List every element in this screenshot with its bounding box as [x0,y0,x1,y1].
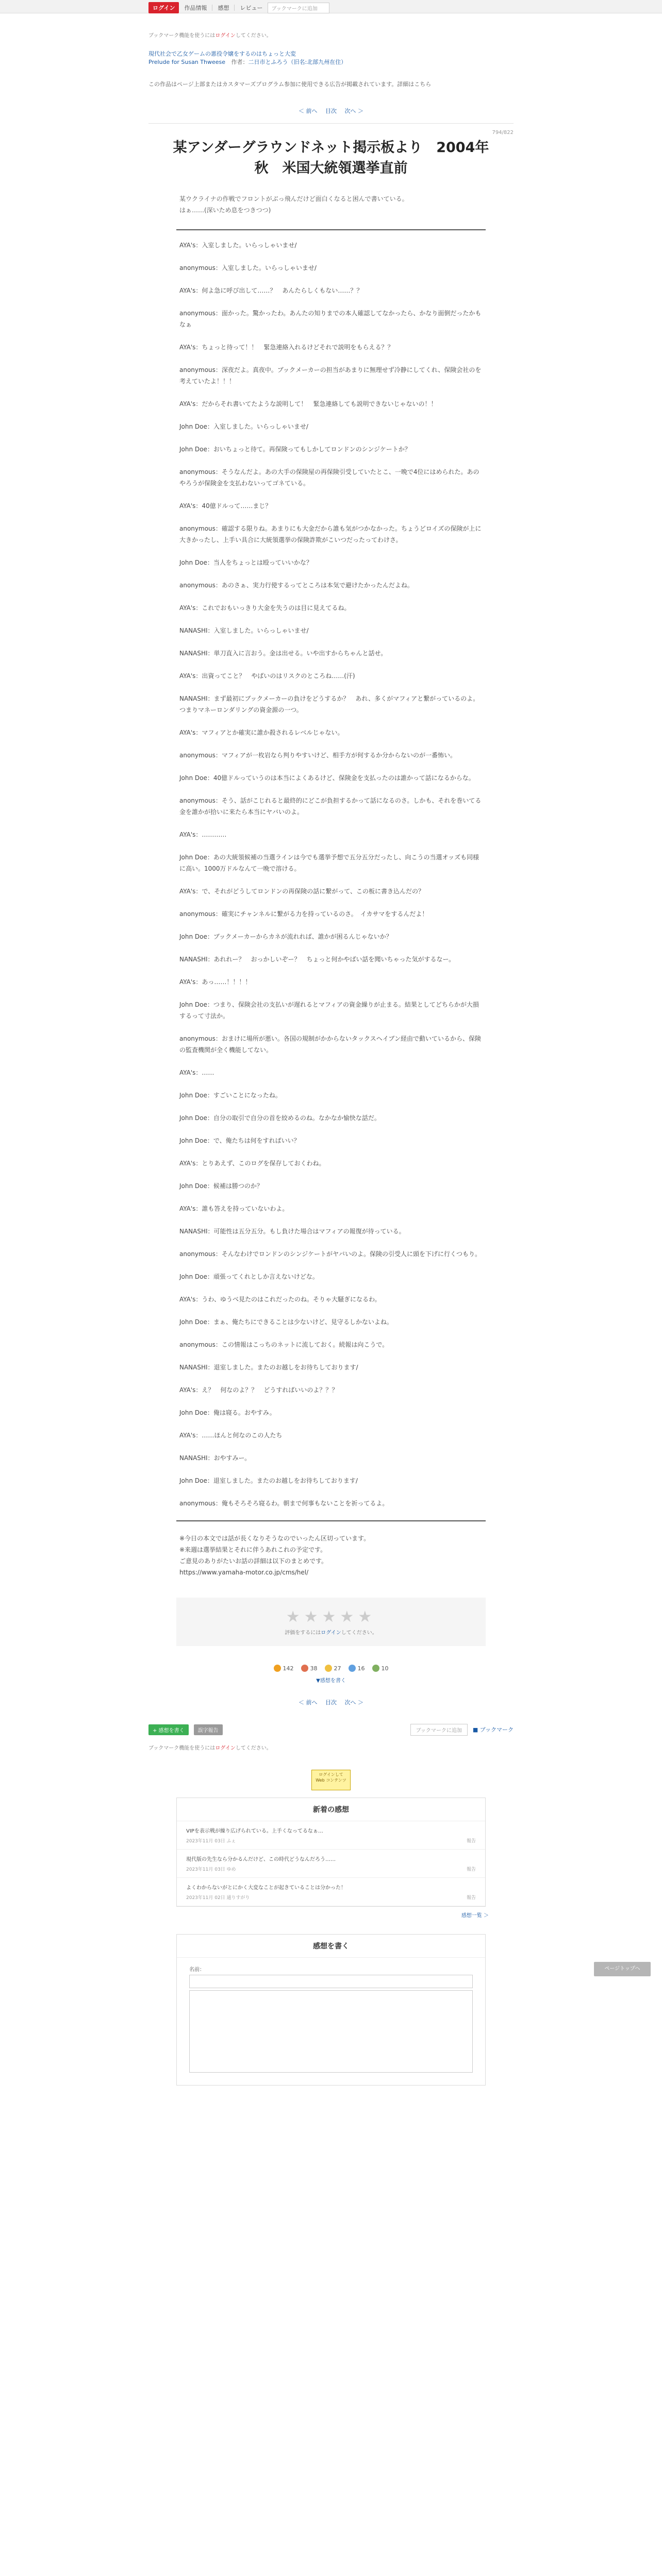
section-divider [148,123,514,124]
toc-link[interactable]: 目次 [325,108,337,114]
write-comment-button[interactable]: + 感想を書く [148,1724,189,1735]
episode-preface: 某ウクライナの作戦でフロントがぶっ飛んだけど面白くなると困んで書いている。 はぁ……(深いため息をつきつつ) [179,195,408,214]
prev-link[interactable]: ＜ 前へ [299,108,318,114]
body-paragraph: AYA's：これでおもいっきり大金を失うのは目に見えてるね。 [179,604,351,612]
action-row [148,1724,514,1735]
episode-afterword [148,1533,514,1578]
reaction-clap[interactable]: 38 [301,1665,318,1672]
reaction-write-link[interactable]: ▼感想を書く [316,1678,346,1684]
body-paragraph: John Doe：すごいことになったね。 [179,1092,282,1099]
nav-divider [234,5,235,11]
body-paragraph: John Doe：自分の取引で自分の首を絞めるのね。なかなか愉快な話だ。 [179,1114,380,1122]
nav-link-comments[interactable]: 感想 [218,5,229,11]
body-paragraph: John Doe：入室しました。いらっしゃいませ/ [179,423,308,430]
body-paragraph: John Doe：あの大統領候補の当選ラインは今でも選挙予想で五分五分だったし、向こうの当選オッズも同様に高い。1000万ドルなんて一晩で溶ける。 [179,854,479,872]
report-link[interactable]: 報告 [466,1839,476,1844]
body-paragraph: NANASHI：単刀直入に言おう。金は出せる。いや出すからちゃんと話せ。 [179,650,387,657]
main-content [148,13,514,2086]
bookmark-login-note-bottom: ブックマーク機能を使うにはログインしてください。 [148,1745,272,1751]
body-paragraph: AYA's：何よ急に呼び出して……？ あんたらしくもない……？？ [179,287,363,294]
afterword-line: ご意見のありがたいお話の詳細は以下のまとめです。 [179,1557,328,1565]
body-paragraph: anonymous：深夜だよ。真夜中。ブックメーカーの担当があまりに無理せず冷静にしてくれ、保険会社のを考えていたよ！！！ [179,366,482,385]
bookmark-link[interactable]: ■ ブックマーク [472,1726,514,1733]
reaction-like[interactable]: 142 [274,1665,294,1672]
body-paragraph: AYA's：え？ 何なのよ？？ どうすればいいのよ？？？ [179,1386,338,1394]
promo-banner[interactable]: ログインして Web コンテンツ [311,1770,351,1790]
review-text: よくわからないがとにかく大変なことが起きていることは分かった！ [186,1885,346,1891]
review-user[interactable]: 通りすがり [226,1895,250,1901]
nav-link-reviews[interactable]: レビュー [240,5,263,11]
rating-note: 評価をするにはログインしてください。 [285,1630,377,1636]
typo-report-button[interactable]: 誤字報告 [194,1724,223,1735]
reactions-row [148,1665,514,1672]
prev-link[interactable]: ＜ 前へ [299,1699,318,1706]
series-title-link[interactable]: 現代社会で乙女ゲームの悪役令嬢をするのはちょっと大変 [148,50,296,57]
body-paragraph: anonymous：確実にチャンネルに繋がる力を持っているのさ。 イカサマをするんだよ！ [179,910,428,918]
top-navbar [0,0,662,13]
body-paragraph: AYA's：出資ってこと？ やばいのはリスクのところね……(汗) [179,672,355,680]
body-paragraph: NANASHI：退室しました。またのお越しをお待ちしております/ [179,1364,358,1371]
reaction-laugh[interactable]: 27 [325,1665,341,1672]
toc-link[interactable]: 目次 [325,1699,337,1706]
body-paragraph: AYA's：入室しました。いらっしゃいませ/ [179,242,297,249]
body-paragraph: AYA's：40億ドルって……まじ？ [179,502,272,510]
add-bookmark-box[interactable]: ブックマークに追加 [268,3,329,13]
like-icon [274,1665,281,1672]
episode-number: 794/822 [492,130,514,135]
body-paragraph: John Doe：つまり、保険会社の支払いが遅れるとマフィアの資金繰りが止まる。結果としてどちらかが大損するって寸法か。 [179,1001,479,1020]
body-paragraph: AYA's：マフィアとか確実に誰か殺されるレベルじゃない。 [179,729,344,736]
afterword-line: ※来週は選挙結果とそれに伴うあれこれの予定です。 [179,1546,327,1553]
bookmark-login-link-bottom[interactable]: ログイン [215,1745,236,1751]
review-text: 現代版の先生なら分かるんだけど、この時代どうなんだろう…… [186,1857,336,1862]
preface-divider [176,229,486,230]
reviews-box [176,1798,486,1907]
write-review-title: 感想を書く [177,1935,485,1958]
nav-link-info[interactable]: 作品情報 [184,5,207,11]
rating-stars[interactable]: ★★★★★ [286,1608,376,1626]
review-user[interactable]: ふぇ [226,1839,236,1844]
add-bookmark-button[interactable]: ブックマークに追加 [410,1724,468,1736]
author-label: 作者： [231,59,249,65]
body-paragraph: AYA's：……ほんと何なのこの人たち [179,1432,283,1439]
body-paragraph: AYA's：誰も答えを持っていないわよ。 [179,1205,289,1212]
body-paragraph: John Doe：で、俺たちは何をすればいい？ [179,1137,300,1144]
afterword-url[interactable]: https://www.yamaha-motor.co.jp/cms/hel/ [179,1569,309,1576]
body-paragraph: AYA's：…… [179,1069,214,1076]
author-link[interactable]: 二日市とふろう（旧名:北部九州在住） [248,59,347,65]
rating-login-link[interactable]: ログイン [321,1630,341,1636]
bookmark-login-link[interactable]: ログイン [215,33,236,39]
banner [148,1770,514,1790]
bookmark-login-note: ブックマーク機能を使うにはログインしてください。 [148,33,272,39]
episode-body [148,240,514,1509]
body-paragraph: John Doe：40億ドルっていうのは本当によくあるけど、保険金を支払ったのは誰かって話になるからな。 [179,774,475,782]
write-review-box [176,1934,486,2086]
wow-icon [349,1665,356,1672]
comment-textarea[interactable] [189,1990,473,2073]
review-user[interactable]: ゆめ [226,1867,236,1872]
review-item: 現代版の先生なら分かるんだけど、この時代どうなんだろう…… 2023年11月 03日 ゆめ 報告 [177,1850,485,1878]
body-paragraph: NANASHI：可能性は五分五分。もし負けた場合はマフィアの報復が待っている。 [179,1228,405,1235]
review-text: VIPを表示戦が繰り広げられている。上手くなってるなぁ… [186,1828,323,1834]
body-paragraph: AYA's：………… [179,831,227,838]
reaction-sad[interactable]: 10 [372,1665,389,1672]
body-paragraph: AYA's：で、それがどうしてロンドンの再保険の話に繋がって、この板に書き込んだの？ [179,888,424,895]
sad-icon [372,1665,379,1672]
body-paragraph: NANASHI：まず最初にブックメーカーの負けをどうするか？ あれ、多くがマフィアと繋がっているのよ。つまりマネーロンダリングの資金源の一つ。 [179,695,479,714]
body-paragraph: anonymous：あのさぁ、実力行使するってところは本気で避けたかったんだよね。 [179,582,413,589]
body-paragraph: NANASHI：入室しました。いらっしゃいませ/ [179,627,309,634]
report-link[interactable]: 報告 [466,1895,476,1901]
login-button[interactable]: ログイン [148,2,179,13]
body-paragraph: NANASHI：おやすみー。 [179,1454,251,1462]
reaction-wow[interactable]: 16 [349,1665,365,1672]
next-link[interactable]: 次へ ＞ [344,108,363,114]
body-paragraph: anonymous：そう、話がこじれると最終的にどこが負担するかって話になるのさ。しかも、それを巻いてる金を誰かが拾いに来たら本当にヤバいのよ。 [179,797,482,816]
name-label: 名前： [189,1967,205,1973]
next-link[interactable]: 次へ ＞ [344,1699,363,1706]
body-paragraph: John Doe：退室しました。またのお越しをお待ちしております/ [179,1477,358,1484]
body-paragraph: anonymous：この情報はこっちのネットに流しておく。続報は向こうで。 [179,1341,389,1348]
body-paragraph: John Doe：ブックメーカーからカネが流れれば、誰かが困るんじゃないか？ [179,933,392,940]
body-paragraph: anonymous：そんなわけでロンドンのシンジケートがヤバいのよ。保険の引受人に頭を下げに行くつもり。 [179,1250,482,1258]
body-paragraph: AYA's：だからそれ書いてたような説明して！ 緊急連絡しても説明できないじゃないの！！ [179,400,437,408]
reviews-title: 新着の感想 [177,1798,485,1821]
bottom-pager [148,1698,514,1706]
name-input[interactable] [189,1975,473,1988]
body-paragraph: NANASHI：あれれー？ おっかしいぞー？ ちょっと何かやばい話を聞いちゃった気がするなー。 [179,956,455,963]
afterword-line: ※今日の本文では話が長くなりそうなのでいったん区切っています。 [179,1535,370,1542]
body-paragraph: AYA's：あっ……！！！！ [179,978,252,986]
laugh-icon [325,1665,332,1672]
body-paragraph: AYA's：ちょっと待って！！ 緊急連絡入れるけどそれで説明をもらえる？？ [179,344,394,351]
report-link[interactable]: 報告 [466,1867,476,1872]
page-top-button[interactable]: ページトップへ [594,1962,651,1976]
ad-info-line: この作品はページ上部またはカスタマーズプログラム参加に使用できる広告が掲載されています。詳細はこちら [148,81,432,88]
body-paragraph: anonymous：俺もそろそろ寝るわ。朝まで何事もないことを祈ってるよ。 [179,1500,389,1507]
reviews-more-link[interactable]: 感想一覧 ＞ [461,1913,489,1919]
top-pager [148,107,514,115]
body-paragraph: anonymous：そうなんだよ。あの大手の保険屋の再保険引受していたとこ、一晩で4位にはめられた。あのやろうが保険金を支払わないってゴネている。 [179,468,479,487]
body-paragraph: AYA's：とりあえず、このログを保存しておくわね。 [179,1160,325,1167]
body-paragraph: anonymous：おまけに場所が悪い。各国の規制がかからないタックスヘイブン経由で動いているから、保険の監査機関が全く機能してない。 [179,1035,481,1054]
body-paragraph: John Doe：当人をちょっとは殴っていいかな？ [179,559,312,566]
body-paragraph: anonymous：面かった。驚かったわ。あんたの知りまでの本人確認してなかったら、かなり面倒だったかもなぁ [179,310,482,328]
body-paragraph: John Doe：まぁ、俺たちにできることは少ないけど、見守るしかないよね。 [179,1318,393,1326]
series-subtitle[interactable]: Prelude for Susan Thweese [148,59,225,65]
body-paragraph: John Doe：候補は勝つのか？ [179,1182,263,1190]
body-paragraph: John Doe：俺は寝る。おやすみ。 [179,1409,276,1416]
rating-box [176,1598,486,1646]
episode-title: 某アンダーグラウンドネット掲示板より 2004年秋 米国大統領選挙直前 [173,140,489,176]
clap-icon [301,1665,308,1672]
body-paragraph: John Doe：頑張ってくれとしか言えないけどな。 [179,1273,319,1280]
body-paragraph: John Doe：おいちょっと待て。再保険ってもしかしてロンドンのシンジケートか？ [179,446,411,453]
body-paragraph: anonymous：マフィアが一枚岩なら判りやすいけど、相手方が何するか分からないのが一番怖い。 [179,752,456,759]
series-header [148,50,514,66]
body-paragraph: anonymous：確認する限りね。あまりにも大金だから誰も気がつかなかった。ちょうどロイズの保険が上に大きかったし、上手い具合に大統領選挙の保険詐欺がこいつだったってわけさ。 [179,525,482,544]
review-item: よくわからないがとにかく大変なことが起きていることは分かった！ 2023年11月 02日 通りすがり 報告 [177,1878,485,1906]
body-paragraph: AYA's：うわ、ゆうべ見たのはこれだったのね。そりゃ大騒ぎになるわ。 [179,1296,381,1303]
body-paragraph: anonymous：入室しました。いらっしゃいませ/ [179,264,317,272]
afterword-divider [176,1520,486,1521]
review-item: VIPを表示戦が繰り広げられている。上手くなってるなぁ… 2023年11月 03日 ふぇ 報告 [177,1821,485,1850]
